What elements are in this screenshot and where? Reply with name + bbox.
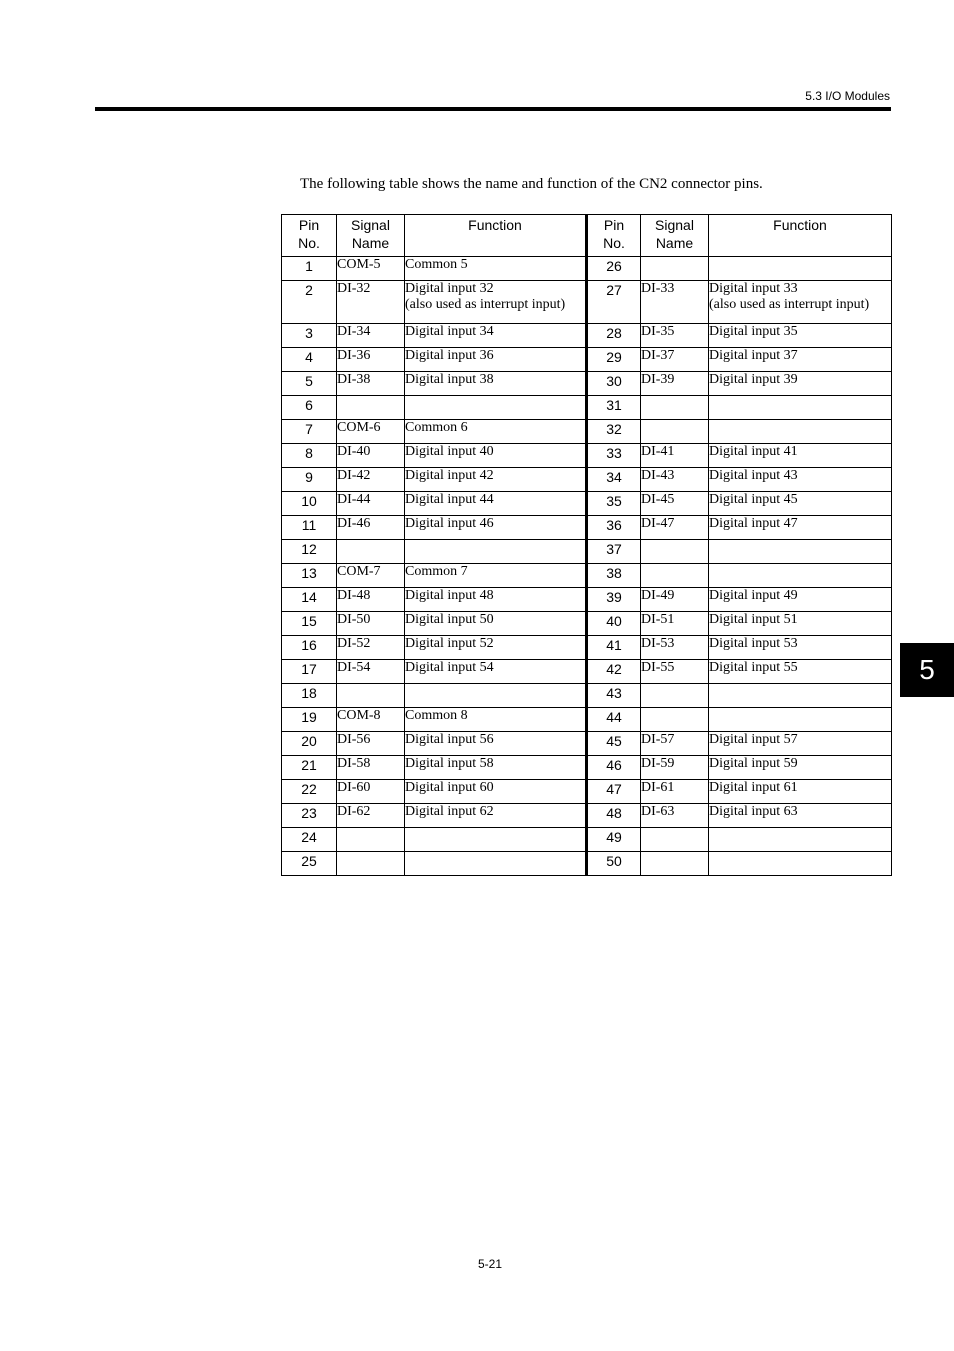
pin-number: 14 [282, 588, 337, 612]
table-row [282, 588, 892, 612]
function-cell: Digital input 42 [405, 468, 587, 492]
function-cell: Digital input 60 [405, 780, 587, 804]
table-row [282, 396, 892, 420]
table-row [282, 636, 892, 660]
table-row [282, 564, 892, 588]
function-cell: Digital input 55 [709, 660, 892, 684]
function-cell: Digital input 53 [709, 636, 892, 660]
signal-name: DI-42 [337, 468, 405, 492]
signal-name: DI-36 [337, 348, 405, 372]
pin-number: 3 [282, 324, 337, 348]
function-cell: Common 6 [405, 420, 587, 444]
function-cell [709, 684, 892, 708]
signal-name: DI-35 [641, 324, 709, 348]
pin-number: 35 [587, 492, 641, 516]
table-row [282, 468, 892, 492]
pin-number: 40 [587, 612, 641, 636]
signal-name [641, 708, 709, 732]
function-cell: Digital input 38 [405, 372, 587, 396]
pin-number: 37 [587, 540, 641, 564]
table-header-row [282, 215, 892, 257]
function-cell [709, 420, 892, 444]
pin-number: 24 [282, 828, 337, 852]
pin-number: 36 [587, 516, 641, 540]
header-signal-name: Signal Name [337, 215, 405, 257]
signal-name: DI-53 [641, 636, 709, 660]
pin-number: 34 [587, 468, 641, 492]
pin-number: 22 [282, 780, 337, 804]
pin-number: 39 [587, 588, 641, 612]
function-cell [405, 684, 587, 708]
table-row [282, 372, 892, 396]
pin-number: 46 [587, 756, 641, 780]
chapter-tab: 5 [900, 643, 954, 697]
table-row [282, 708, 892, 732]
pin-number: 12 [282, 540, 337, 564]
running-header: 5.3 I/O Modules [805, 89, 890, 103]
signal-name [641, 257, 709, 281]
table-row [282, 684, 892, 708]
signal-name: DI-62 [337, 804, 405, 828]
pin-number: 29 [587, 348, 641, 372]
pin-number: 45 [587, 732, 641, 756]
function-cell: Digital input 54 [405, 660, 587, 684]
signal-name: DI-52 [337, 636, 405, 660]
signal-name [641, 564, 709, 588]
pin-number: 23 [282, 804, 337, 828]
function-cell: Digital input 62 [405, 804, 587, 828]
table-row [282, 732, 892, 756]
signal-name: DI-55 [641, 660, 709, 684]
function-cell: Digital input 34 [405, 324, 587, 348]
cn2-pin-table [281, 214, 892, 876]
header-rule [95, 107, 891, 111]
signal-name [641, 828, 709, 852]
pin-number: 50 [587, 852, 641, 876]
pin-number: 28 [587, 324, 641, 348]
signal-name [337, 540, 405, 564]
pin-number: 11 [282, 516, 337, 540]
signal-name: DI-54 [337, 660, 405, 684]
pin-number: 27 [587, 281, 641, 324]
function-cell: Digital input 46 [405, 516, 587, 540]
pin-number: 17 [282, 660, 337, 684]
signal-name: DI-60 [337, 780, 405, 804]
pin-number: 20 [282, 732, 337, 756]
function-cell: Digital input 49 [709, 588, 892, 612]
signal-name [641, 396, 709, 420]
table-row [282, 516, 892, 540]
pin-number: 48 [587, 804, 641, 828]
signal-name [641, 852, 709, 876]
signal-name: COM-8 [337, 708, 405, 732]
function-cell: Digital input 33 (also used as interrupt input) [709, 281, 892, 324]
function-cell [709, 396, 892, 420]
pin-number: 41 [587, 636, 641, 660]
signal-name: DI-44 [337, 492, 405, 516]
table-row [282, 780, 892, 804]
signal-name: DI-45 [641, 492, 709, 516]
pin-number: 21 [282, 756, 337, 780]
pin-number: 18 [282, 684, 337, 708]
pin-number: 42 [587, 660, 641, 684]
pin-number: 10 [282, 492, 337, 516]
function-cell: Common 7 [405, 564, 587, 588]
signal-name: DI-47 [641, 516, 709, 540]
function-cell [709, 540, 892, 564]
table-row [282, 324, 892, 348]
signal-name: DI-63 [641, 804, 709, 828]
function-cell [709, 564, 892, 588]
function-cell: Digital input 47 [709, 516, 892, 540]
signal-name: DI-49 [641, 588, 709, 612]
signal-name: DI-46 [337, 516, 405, 540]
pin-number: 31 [587, 396, 641, 420]
function-cell: Digital input 41 [709, 444, 892, 468]
signal-name: COM-6 [337, 420, 405, 444]
function-note: (also used as interrupt input) [709, 297, 870, 312]
table-row [282, 348, 892, 372]
signal-name: DI-38 [337, 372, 405, 396]
function-cell: Digital input 50 [405, 612, 587, 636]
table-row [282, 756, 892, 780]
function-cell: Digital input 45 [709, 492, 892, 516]
pin-number: 32 [587, 420, 641, 444]
signal-name: DI-56 [337, 732, 405, 756]
header-function: Function [405, 215, 587, 257]
intro-paragraph: The following table shows the name and function of the CN2 connector pins. [300, 176, 763, 192]
function-cell: Digital input 59 [709, 756, 892, 780]
pin-number: 4 [282, 348, 337, 372]
function-cell: Digital input 35 [709, 324, 892, 348]
signal-name: DI-61 [641, 780, 709, 804]
function-cell: Common 5 [405, 257, 587, 281]
pin-number: 2 [282, 281, 337, 324]
function-cell: Common 8 [405, 708, 587, 732]
table-row [282, 257, 892, 281]
pin-number: 15 [282, 612, 337, 636]
table-row [282, 828, 892, 852]
page-number: 5-21 [478, 1257, 503, 1271]
table-row [282, 492, 892, 516]
pin-number: 30 [587, 372, 641, 396]
signal-name: DI-43 [641, 468, 709, 492]
signal-name: DI-57 [641, 732, 709, 756]
function-cell [405, 828, 587, 852]
signal-name: DI-59 [641, 756, 709, 780]
signal-name: DI-48 [337, 588, 405, 612]
function-cell: Digital input 63 [709, 804, 892, 828]
pin-number: 47 [587, 780, 641, 804]
function-cell [405, 852, 587, 876]
signal-name: COM-5 [337, 257, 405, 281]
pin-number: 5 [282, 372, 337, 396]
pin-number: 44 [587, 708, 641, 732]
signal-name: DI-32 [337, 281, 405, 324]
signal-name: DI-40 [337, 444, 405, 468]
pin-number: 6 [282, 396, 337, 420]
function-cell [709, 708, 892, 732]
pin-number: 49 [587, 828, 641, 852]
function-cell: Digital input 37 [709, 348, 892, 372]
function-cell: Digital input 39 [709, 372, 892, 396]
function-cell: Digital input 44 [405, 492, 587, 516]
table-row [282, 281, 892, 324]
pin-number: 25 [282, 852, 337, 876]
pin-number: 43 [587, 684, 641, 708]
signal-name: DI-33 [641, 281, 709, 324]
table-row [282, 540, 892, 564]
table-row [282, 444, 892, 468]
function-note: (also used as interrupt input) [405, 297, 566, 312]
signal-name [337, 852, 405, 876]
function-cell: Digital input 56 [405, 732, 587, 756]
function-cell: Digital input 61 [709, 780, 892, 804]
header-pin-no: Pin No. [282, 215, 337, 257]
signal-name [641, 684, 709, 708]
pin-number: 38 [587, 564, 641, 588]
signal-name [337, 684, 405, 708]
pin-number: 7 [282, 420, 337, 444]
pin-number: 13 [282, 564, 337, 588]
signal-name: DI-37 [641, 348, 709, 372]
signal-name: DI-34 [337, 324, 405, 348]
table-row [282, 804, 892, 828]
signal-name: DI-51 [641, 612, 709, 636]
table-row [282, 420, 892, 444]
pin-number: 19 [282, 708, 337, 732]
function-cell: Digital input 48 [405, 588, 587, 612]
function-cell: Digital input 51 [709, 612, 892, 636]
table-row [282, 660, 892, 684]
function-cell [709, 852, 892, 876]
function-cell: Digital input 43 [709, 468, 892, 492]
signal-name: DI-39 [641, 372, 709, 396]
signal-name: DI-41 [641, 444, 709, 468]
pin-number: 16 [282, 636, 337, 660]
function-cell [405, 540, 587, 564]
function-cell [709, 257, 892, 281]
function-cell [405, 396, 587, 420]
table-body [282, 257, 892, 876]
header-pin-no: Pin No. [587, 215, 641, 257]
signal-name: COM-7 [337, 564, 405, 588]
signal-name [337, 828, 405, 852]
signal-name [337, 396, 405, 420]
signal-name [641, 540, 709, 564]
function-cell [709, 828, 892, 852]
function-cell: Digital input 36 [405, 348, 587, 372]
pin-number: 8 [282, 444, 337, 468]
pin-number: 1 [282, 257, 337, 281]
signal-name: DI-58 [337, 756, 405, 780]
table-row [282, 852, 892, 876]
function-cell: Digital input 40 [405, 444, 587, 468]
signal-name: DI-50 [337, 612, 405, 636]
function-cell: Digital input 58 [405, 756, 587, 780]
header-function: Function [709, 215, 892, 257]
signal-name [641, 420, 709, 444]
table-row [282, 612, 892, 636]
pin-number: 26 [587, 257, 641, 281]
header-signal-name: Signal Name [641, 215, 709, 257]
function-cell: Digital input 52 [405, 636, 587, 660]
function-cell: Digital input 32 (also used as interrupt input) [405, 281, 587, 324]
function-cell: Digital input 57 [709, 732, 892, 756]
pin-number: 9 [282, 468, 337, 492]
pin-number: 33 [587, 444, 641, 468]
